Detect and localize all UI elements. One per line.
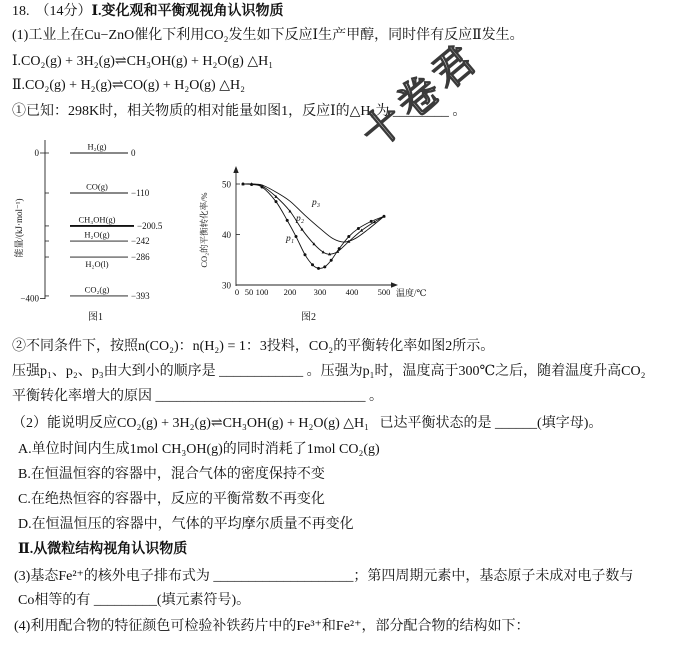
section-title-2: Ⅱ.从微粒结构视角认识物质 — [18, 542, 188, 557]
data-point — [357, 227, 360, 230]
q3-line1: (3)基态Fe²⁺的核外电子排布式为 ____________________；第四周期元素中，基态原子未成对电子数与 — [14, 569, 634, 584]
energy-value-label: −110 — [131, 188, 150, 199]
q1-part2-line2: 压强p₁、p₂、p₃由大到小的顺序是 ____________ 。压强为p₁时，温度高于300℃之后，随着温度升高CO₂ — [12, 364, 646, 379]
species-label: CH₃OH(g) — [78, 214, 116, 225]
species-label: H₂(g) — [87, 141, 107, 152]
data-point — [275, 200, 278, 203]
energy-value-label: −286 — [131, 252, 150, 263]
data-point — [286, 219, 289, 222]
reaction-2: Ⅱ.CO₂(g) + H₂(g)⇌CO(g) + H₂O(g) △H₂ — [12, 78, 245, 93]
data-point — [317, 267, 320, 270]
x-axis-label: 温度/℃ — [396, 288, 427, 298]
y-tick-label: 40 — [222, 230, 231, 240]
q1-part2-line1: ②不同条件下，按照n(CO₂)：n(H₂) = 1：3投料，CO₂的平衡转化率如图2所示。 — [12, 339, 495, 354]
x-tick-label: 0 — [234, 287, 240, 297]
question-header — [12, 3, 284, 21]
x-tick-label: 300 — [313, 287, 327, 297]
species-label: CO(g) — [86, 181, 108, 192]
data-point — [370, 220, 373, 223]
axis-tick-label: −400 — [20, 293, 39, 304]
x-axis-arrow — [391, 282, 398, 287]
series-label: p₂ — [296, 214, 305, 224]
energy-levels — [20, 142, 162, 304]
q2-option-b: B.在恒温恒容的容器中，混合气体的密度保持不变 — [18, 467, 325, 482]
y-tick-label: 30 — [222, 280, 231, 291]
data-point — [347, 235, 350, 238]
q1-intro: (1)工业上在Cu−ZnO催化下利用CO₂发生如下反应Ⅰ生产甲醇，同时伴有反应Ⅱ发生。 — [12, 28, 524, 43]
reaction-1: Ⅰ.CO₂(g) + 3H₂(g)⇌CH₃OH(g) + H₂O(g) △H₁ — [12, 54, 274, 69]
x-tick-label: 400 — [345, 287, 359, 297]
energy-value-label: −242 — [131, 236, 150, 247]
energy-value-label: −393 — [131, 290, 150, 301]
question-score: （14分） — [35, 4, 92, 19]
q2-option-d: D.在恒温恒压的容器中，气体的平均摩尔质量不再变化 — [18, 517, 354, 532]
axis-tick-label: 0 — [34, 148, 39, 158]
series-line-1 — [243, 184, 384, 268]
species-label: CO₂(g) — [84, 284, 110, 295]
y-axis-arrow — [233, 166, 238, 173]
energy-axis-label: 能量/(kJ·mol⁻¹) — [14, 198, 24, 258]
chart-marks — [222, 180, 390, 298]
question-number: 18. — [12, 4, 30, 19]
q2-option-c: C.在绝热恒容的容器中，反应的平衡常数不再变化 — [18, 492, 325, 507]
energy-value-label: 0 — [131, 148, 136, 158]
q2-option-a: A.单位时间内生成1mol CH₃OH(g)的同时消耗了1mol CO₂(g) — [18, 442, 380, 457]
q3-line2: Co相等的有 _________(填元素符号)。 — [18, 593, 251, 608]
watermark: 十卷君 — [353, 34, 489, 158]
q1-part2-line3: 平衡转化率增大的原因 ______________________________ 。 — [12, 389, 383, 404]
y-tick-label: 50 — [222, 179, 231, 190]
data-point — [304, 253, 307, 256]
series-label: p₃ — [312, 198, 321, 208]
series-line-3 — [243, 184, 384, 242]
energy-value-label: −200.5 — [137, 220, 163, 231]
species-label: H₂O(g) — [84, 229, 110, 240]
energy-diagram-figure — [0, 135, 195, 310]
x-tick-label: 50 — [244, 287, 254, 297]
data-point — [295, 235, 298, 238]
data-point — [323, 265, 326, 268]
data-point — [330, 259, 333, 262]
x-tick-label: 500 — [377, 287, 391, 297]
data-point — [311, 263, 314, 266]
series-label: p₁ — [286, 234, 295, 244]
figure1-caption: 图1 — [88, 312, 103, 323]
figure2-caption: 图2 — [301, 312, 316, 323]
species-label: H₂O(l) — [85, 259, 109, 270]
q2-stem: （2）能说明反应CO₂(g) + 3H₂(g)⇌CH₃OH(g) + H₂O(g) △H₁ 已达平衡状态的是 ______(填字母)。 — [12, 416, 603, 431]
q1-part1: ①已知：298K时，相关物质的相对能量如图1，反应Ⅰ的△H₁为 ________ 。 — [12, 104, 467, 119]
conversion-chart — [195, 160, 445, 305]
section-title-1: Ⅰ.变化观和平衡观视角认识物质 — [91, 4, 284, 19]
q4-stem: (4)利用配合物的特征颜色可检验补铁药片中的Fe³⁺和Fe²⁺，部分配合物的结构如下： — [14, 619, 530, 634]
x-tick-label: 200 — [283, 287, 297, 297]
y-axis-label: CO₂的平衡转化率/% — [199, 192, 209, 268]
x-tick-label: 100 — [255, 287, 269, 297]
